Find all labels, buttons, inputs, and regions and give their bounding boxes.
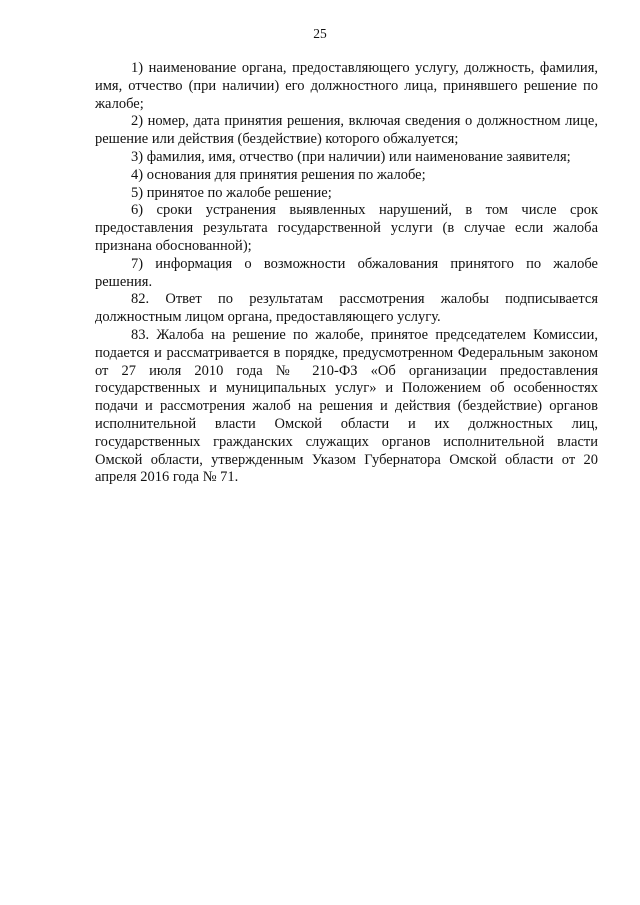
document-body xyxy=(95,60,598,487)
list-item-5: 5) принятое по жалобе решение; xyxy=(131,184,332,201)
list-item-6: 6) сроки устранения выявленных нарушений, в том числе срок предоставления результата государственной услуги (в случае если жалоба признана обоснованной); xyxy=(95,202,598,254)
list-item-1: 1) наименование органа, предоставляющего услугу, должность, фамилия, имя, отчество (при наличии) его должностного лица, принявшего решение по жалобе; xyxy=(95,60,598,112)
list-item-3: 3) фамилия, имя, отчество (при наличии) или наименование заявителя; xyxy=(131,148,571,165)
clause-82: 82. Ответ по результатам рассмотрения жалобы подписывается должностным лицом органа, предоставляющего услугу. xyxy=(95,291,598,326)
list-item-7: 7) информация о возможности обжалования принятого по жалобе решения. xyxy=(95,255,598,290)
list-item-4: 4) основания для принятия решения по жалобе; xyxy=(131,166,426,183)
clause-83: 83. Жалоба на решение по жалобе, принятое председателем Комиссии, подается и рассматривается в порядке, предусмотренном Федеральным законом от 27 июля 2010 года № 210-ФЗ «Об организации предоставления государственных и муниципальных услуг» и Положением об особенностях подачи и рассмотрения жалоб на решения и действия (бездействие) органов исполнительной власти Омской области и их должностных лиц, государственных гражданских служащих органов исполнительной власти Омской области, утвержденным Указом Губернатора Омской области от 20 апреля 2016 года № 71. xyxy=(95,326,598,486)
list-item-2: 2) номер, дата принятия решения, включая сведения о должностном лице, решение или действия (бездействие) которого обжалуется; xyxy=(95,113,598,148)
page-number: 25 xyxy=(313,26,327,41)
